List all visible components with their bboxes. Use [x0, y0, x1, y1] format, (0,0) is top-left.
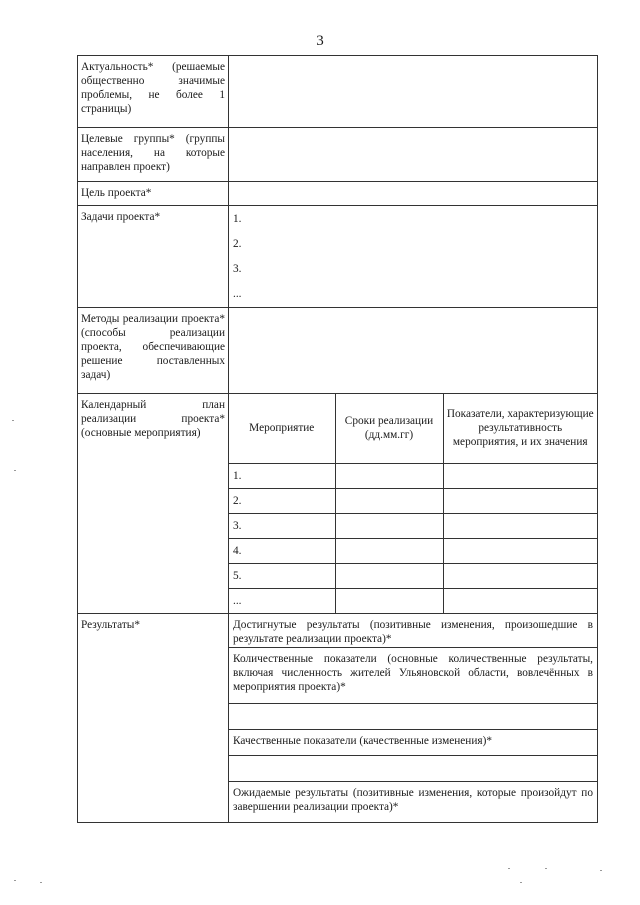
- indicators-cell[interactable]: [443, 463, 597, 488]
- field-target-groups[interactable]: [229, 128, 598, 182]
- row-results: [78, 614, 598, 823]
- indicators-cell[interactable]: [443, 513, 597, 538]
- results-achieved: Достигнутые результаты (позитивные изменения, произошедшие в результате реализации проекта)*: [229, 614, 597, 648]
- indicators-cell[interactable]: [443, 488, 597, 513]
- row-goal: [78, 182, 598, 206]
- event-number[interactable]: 1.: [229, 463, 335, 488]
- table-row: [229, 563, 597, 588]
- field-methods[interactable]: [229, 308, 598, 394]
- field-quantitative[interactable]: [229, 704, 597, 730]
- calendar-plan-table: [229, 394, 597, 613]
- indicators-cell[interactable]: [443, 563, 597, 588]
- table-row: [229, 463, 597, 488]
- label-target-groups: Целевые группы* (группы населения, на которые направлен проект): [78, 128, 229, 182]
- event-number[interactable]: 3.: [229, 513, 335, 538]
- indicators-cell[interactable]: [443, 538, 597, 563]
- label-relevance: Актуальность* (решаемые общественно значимые проблемы, не более 1 страницы): [78, 56, 229, 128]
- table-row: [229, 488, 597, 513]
- row-methods: [78, 308, 598, 394]
- results-quantitative: Количественные показатели (основные количественные результаты, включая численность жителей Ульяновской области, вовлечённых в мероприятия проекта)*: [229, 648, 597, 704]
- indicators-cell[interactable]: [443, 588, 597, 613]
- project-form-table: [77, 55, 598, 823]
- table-row: [229, 588, 597, 613]
- event-number[interactable]: 2.: [229, 488, 335, 513]
- field-relevance[interactable]: [229, 56, 598, 128]
- results-cell: [229, 614, 598, 823]
- field-goal[interactable]: [229, 182, 598, 206]
- label-methods: Методы реализации проекта* (способы реализации проекта, обеспечивающие решение поставленных задач): [78, 308, 229, 394]
- event-number[interactable]: 4.: [229, 538, 335, 563]
- dates-cell[interactable]: [335, 513, 443, 538]
- dates-cell[interactable]: [335, 538, 443, 563]
- page-number: 3: [316, 33, 324, 49]
- task-item[interactable]: 3.: [233, 263, 242, 275]
- event-number[interactable]: ...: [233, 594, 242, 607]
- table-row: [229, 513, 597, 538]
- label-goal: Цель проекта*: [78, 182, 229, 206]
- col-header-event: Мероприятие: [229, 394, 335, 463]
- row-calendar: [78, 394, 598, 614]
- results-qualitative: Качественные показатели (качественные изменения)*: [229, 730, 597, 756]
- dates-cell[interactable]: [335, 463, 443, 488]
- calendar-plan-cell: [229, 394, 598, 614]
- row-tasks: [78, 206, 598, 308]
- event-number[interactable]: 5.: [229, 563, 335, 588]
- label-tasks: Задачи проекта*: [78, 206, 229, 308]
- col-header-indicators: Показатели, характеризующие результативность мероприятия, и их значения: [443, 394, 597, 463]
- field-tasks[interactable]: [229, 206, 598, 308]
- row-relevance: [78, 56, 598, 128]
- task-item[interactable]: 2.: [233, 238, 242, 250]
- table-row: [229, 538, 597, 563]
- results-expected: Ожидаемые результаты (позитивные изменения, которые произойдут по завершении реализации проекта)*: [233, 787, 593, 813]
- dates-cell[interactable]: [335, 563, 443, 588]
- label-calendar: Календарный план реализации проекта* (основные мероприятия): [78, 394, 229, 614]
- dates-cell[interactable]: [335, 488, 443, 513]
- col-header-dates: Сроки реализации (дд.мм.гг): [335, 394, 443, 463]
- label-results: Результаты*: [78, 614, 229, 823]
- dates-cell[interactable]: [335, 588, 443, 613]
- task-item[interactable]: ...: [233, 288, 242, 300]
- task-item[interactable]: 1.: [233, 213, 242, 225]
- field-qualitative[interactable]: [229, 756, 597, 782]
- row-target-groups: [78, 128, 598, 182]
